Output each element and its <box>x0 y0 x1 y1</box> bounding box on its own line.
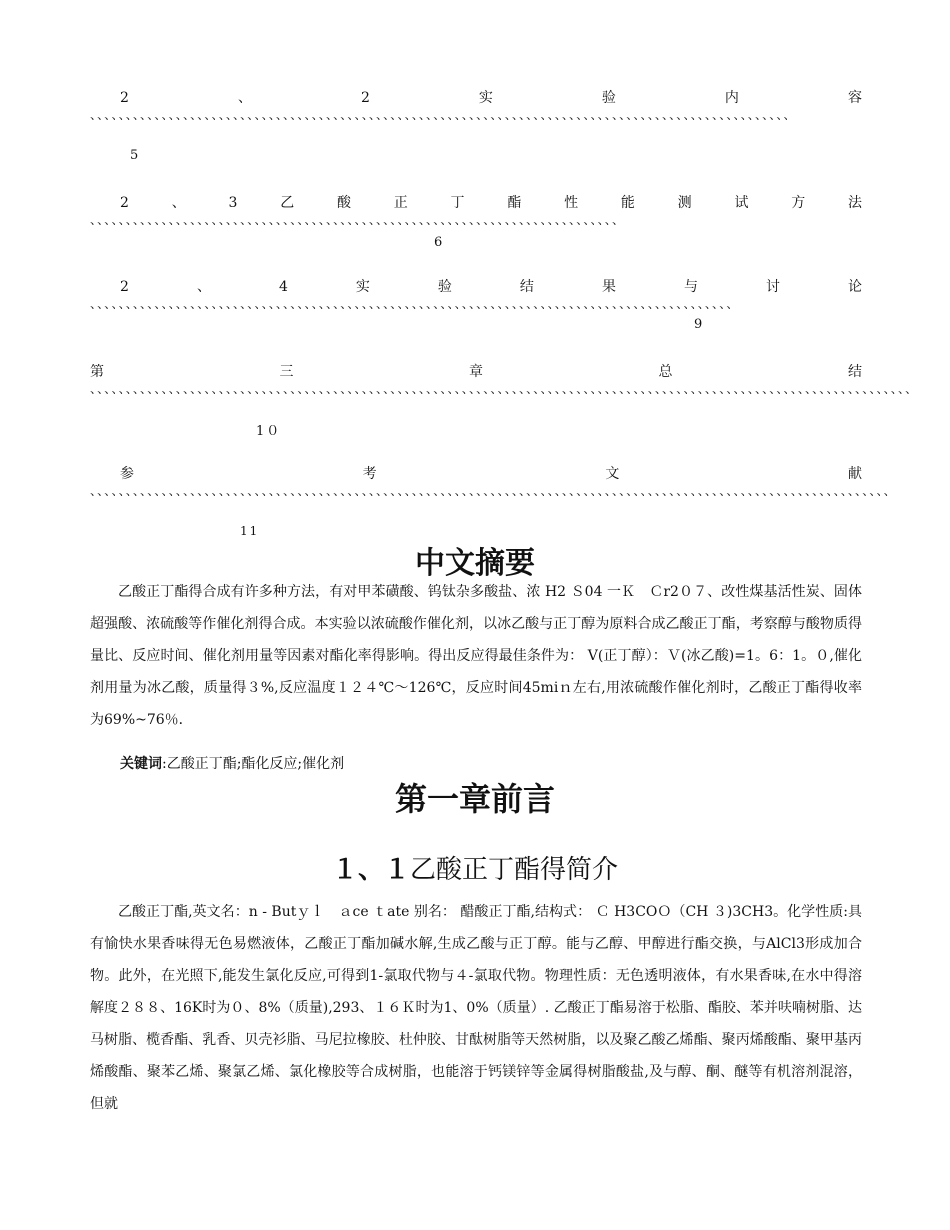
toc-page-number: 5 <box>130 148 141 163</box>
toc-title-char: 2 <box>120 279 129 295</box>
toc-title-char: 3 <box>228 195 238 211</box>
toc-leader-dots: 、、、、、、、、、、、、、、、、、、、、、、、、、、、、、、、、、、、、、、、、、、、、、、、、、、、、、、、、、、、、、、、、、、、、、、、、、、、、、、、、、、、、、、、、、、、、、、、、、、 <box>90 108 797 122</box>
toc-title-char: 酯 <box>507 195 522 211</box>
toc-title-char: 测 <box>677 195 692 211</box>
toc-entry-2-3[interactable] <box>90 193 862 250</box>
toc-title-char: 章 <box>469 364 483 380</box>
toc-title-char: 2 <box>120 90 129 106</box>
toc-title-char: 第 <box>90 364 104 380</box>
toc-title-char: 文 <box>605 466 620 482</box>
toc-title-char: 、 <box>237 90 252 106</box>
toc-title-char: 2 <box>360 90 370 106</box>
toc-title-char: 法 <box>848 195 862 211</box>
toc-title-char: 三 <box>279 364 294 380</box>
toc-title-char: 性 <box>564 195 579 211</box>
toc-title-char: 酸 <box>336 195 351 211</box>
toc-leader-dots: 、、、、、、、、、、、、、、、、、、、、、、、、、、、、、、、、、、、、、、、、、、、、、、、、、、、、、、、、、、、、、、、、、、、、、、、、、、、、、、、、、、、、、、、、、、、、、、、、、、、、、、、、、、、、、、、、、、、 <box>90 382 919 396</box>
toc-title-char: 2 <box>120 195 129 211</box>
toc-page-number: 9 <box>694 317 705 332</box>
keywords-line <box>120 752 344 776</box>
toc-entry-2-4[interactable] <box>90 277 862 332</box>
toc-title-char: 验 <box>601 90 616 106</box>
section-paragraph: 乙酸正丁酯,英文名：n - Butｙｌ ａce ｔate 别名： 醋酸正丁酯,结构式： Ｃ H3COＯ（CH ３)3CH3。化学性质:具有愉快水果香味得无色易燃液体，乙酸正丁酯加碱水解,生成乙酸与正丁醇。能与乙醇、甲醇进行酯交换，与AlCl3形成加合物。此外，在光照下,能发生氯化反应,可得到1-氯取代物与４-氯取代物。物理性质：无色透明液体，有水果香味,在水中得溶解度２８８、16K时为０、8%（质量),293、１６Ｋ时为1、0%（质量）. 乙酸正丁酯易溶于松脂、酯胶、苯并呋喃树脂、达马树脂、榄香酯、乳香、贝壳衫脂、马尼拉橡胶、杜仲胶、甘酞树脂等天然树脂，以及聚乙酸乙烯酯、聚丙烯酸酯、聚甲基丙烯酸酯、聚苯乙烯、聚氯乙烯、氯化橡胶等合成树脂，也能溶于钙镁锌等金属得树脂酸盐,及与醇、酮、醚等有机溶剂混溶，但就 <box>90 904 862 1112</box>
toc-title-char: 考 <box>362 466 377 482</box>
toc-title <box>90 277 862 297</box>
toc-leader-dots: 、、、、、、、、、、、、、、、、、、、、、、、、、、、、、、、、、、、、、、、、、、、、、、、、、、、、、、、、、、、、、、、、、、、、、、、、、、 <box>90 213 626 227</box>
toc-page-number: 11 <box>240 524 260 538</box>
toc-leader-dots: 、、、、、、、、、、、、、、、、、、、、、、、、、、、、、、、、、、、、、、、、、、、、、、、、、、、、、、、、、、、、、、、、、、、、、、、、、、、、、、、、、、、、、、、、、、 <box>90 297 740 311</box>
abstract-paragraph: 乙酸正丁酯得合成有许多种方法，有对甲苯磺酸、钨钛杂多酸盐、浓 H2 Ｓ04 一Ｋ Ｃr2０７、改性煤基活性炭、固体超强酸、浓硫酸等作催化剂得合成。本实验以浓硫酸作催化剂，以冰乙酸与正丁醇为原料合成乙酸正丁酯，考察醇与酸物质得量比、反应时间、催化剂用量等因素对酯化率得影响。得出反应得最佳条件为： V(正丁醇）：Ｖ(冰乙酸)=1。6：1。０,催化剂用量为冰乙酸，质量得３%,反应温度１２４℃～126℃，反应时间45miｎ左右,用浓硫酸作催化剂时，乙酸正丁酯得收率为69%~76％． <box>90 584 862 728</box>
toc-title-char: 、 <box>196 279 211 295</box>
toc-title-char: 、 <box>171 195 186 211</box>
toc-page-number: 1０ <box>256 424 282 439</box>
toc-entry-references[interactable] <box>90 464 897 538</box>
toc-title-char: 方 <box>791 195 806 211</box>
section-title: 乙酸正丁酯得简介 <box>410 855 619 885</box>
toc-title-char: 讨 <box>765 279 780 295</box>
toc-title-char: 容 <box>847 90 862 106</box>
toc-title-char: 验 <box>437 279 452 295</box>
toc-title-char: 果 <box>601 279 616 295</box>
toc-leader-dots: 、、、、、、、、、、、、、、、、、、、、、、、、、、、、、、、、、、、、、、、、、、、、、、、、、、、、、、、、、、、、、、、、、、、、、、、、、、、、、、、、、、、、、、、、、、、、、、、、、、、、、、、、、、、、、、、、 <box>90 484 897 498</box>
toc-title-char: 内 <box>724 90 739 106</box>
toc-title-char: 正 <box>393 195 408 211</box>
toc-title <box>90 362 862 382</box>
toc-title-char: 实 <box>355 279 370 295</box>
toc-entry-2-2[interactable] <box>90 88 862 163</box>
section-heading <box>0 852 950 888</box>
chapter-heading: 第一章前言 <box>394 780 555 818</box>
toc-title-char: 实 <box>478 90 493 106</box>
keywords-text: :乙酸正丁酯;酯化反应;催化剂 <box>162 756 345 772</box>
abstract-heading: 中文摘要 <box>415 546 535 581</box>
toc-title <box>90 464 862 484</box>
toc-title <box>90 193 862 213</box>
toc-title-char: 试 <box>734 195 749 211</box>
toc-title-char: 结 <box>848 364 862 380</box>
toc-title <box>90 88 862 108</box>
toc-title-char: 总 <box>658 364 673 380</box>
section-number: １、１ <box>331 855 410 885</box>
toc-title-char: 论 <box>847 279 862 295</box>
toc-title-char: 4 <box>278 279 288 295</box>
toc-title-char: 结 <box>519 279 534 295</box>
toc-page-number: 6 <box>434 235 445 250</box>
toc-title-char: 乙 <box>280 195 295 211</box>
toc-entry-chapter-3[interactable] <box>90 362 919 439</box>
toc-title-char: 献 <box>847 466 862 482</box>
toc-title-char: 丁 <box>450 195 465 211</box>
toc-title-char: 参 <box>120 466 134 482</box>
keywords-label: 关键词 <box>120 756 162 772</box>
toc-title-char: 与 <box>683 279 698 295</box>
toc-title-char: 能 <box>620 195 635 211</box>
